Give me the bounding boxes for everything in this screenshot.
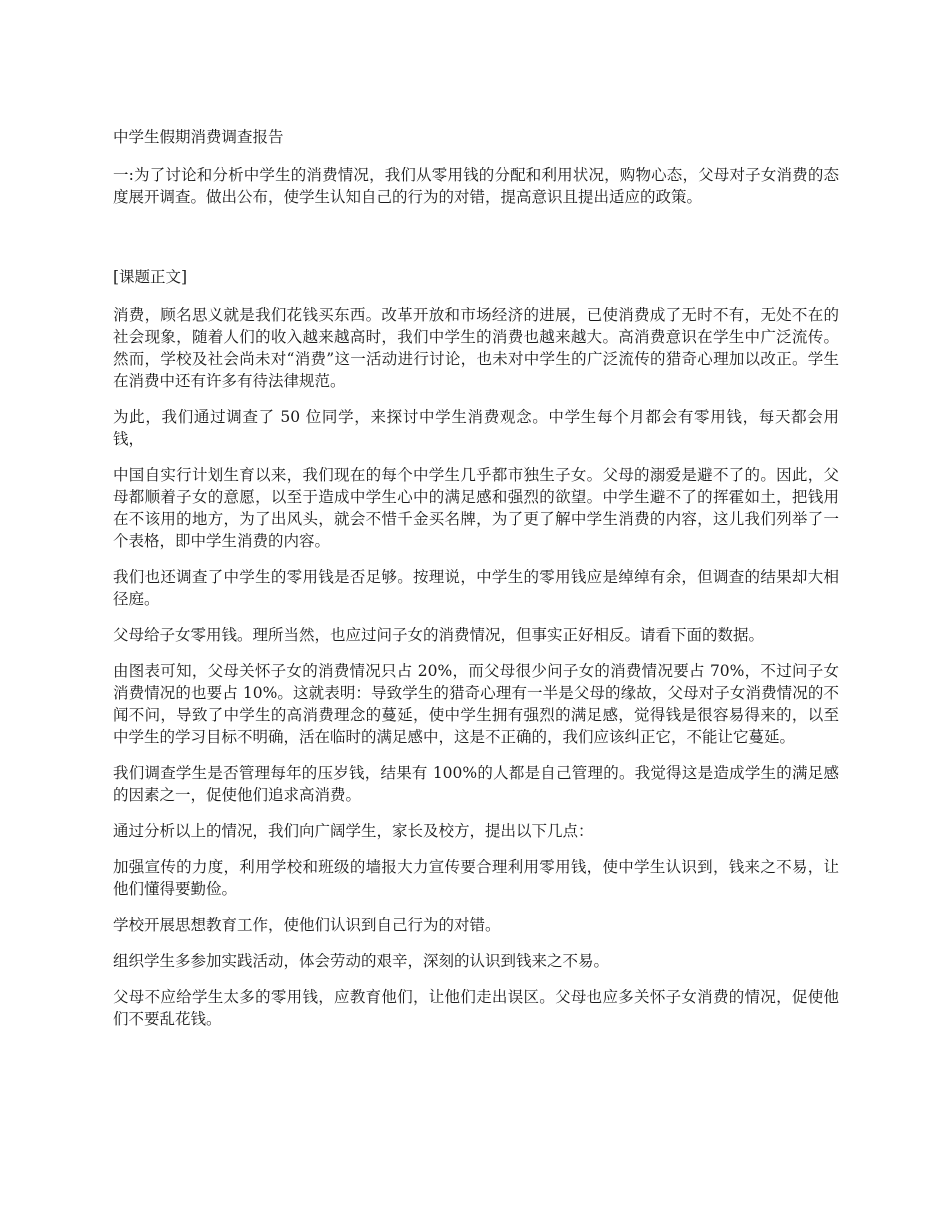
body-paragraph-new-year-money: 我们调查学生是否管理每年的压岁钱，结果有 100%的人都是自己管理的。我觉得这是造成学生的满足感的因素之一，促使他们追求高消费。 bbox=[113, 764, 839, 804]
body-paragraph-suggestion-publicity: 加强宣传的力度，利用学校和班级的墙报大力宣传要合理利用零用钱，使中学生认识到，钱来之不易，让他们懂得要勤俭。 bbox=[113, 858, 839, 898]
body-paragraph-parent-inquiry: 父母给子女零用钱。理所当然，也应过问子女的消费情况，但事实正好相反。请看下面的数据。 bbox=[113, 626, 765, 644]
body-paragraph-allowance-sufficiency: 我们也还调查了中学生的零用钱是否足够。按理说，中学生的零用钱应是绰绰有余，但调查的结果却大相径庭。 bbox=[113, 568, 839, 608]
body-paragraph-suggestion-education: 学校开展思想教育工作，使他们认识到自己行为的对错。 bbox=[113, 916, 501, 934]
section-label: [课题正文] bbox=[113, 268, 188, 286]
body-paragraph-suggestions-intro: 通过分析以上的情况，我们向广阔学生，家长及校方，提出以下几点： bbox=[113, 822, 594, 840]
body-paragraph-survey: 为此，我们通过调查了 50 位同学，来探讨中学生消费观念。中学生每个月都会有零用钱，每天都会用钱， bbox=[113, 408, 839, 448]
body-paragraph-consumption-definition: 消费，顾名思义就是我们花钱买东西。改革开放和市场经济的进展，已使消费成了无时不有，无处不在的社会现象，随着人们的收入越来越高时，我们中学生的消费也越来越大。高消费意识在学生中广泛流传。然而，学校及社会尚未对“消费”这一活动进行讨论，也未对中学生的广泛流传的猎奇心理加以改正。学生在消费中还有许多有待法律规范。 bbox=[113, 306, 839, 390]
body-paragraph-suggestion-parents: 父母不应给学生太多的零用钱，应教育他们，让他们走出误区。父母也应多关怀子女消费的情况，促使他们不要乱花钱。 bbox=[113, 988, 839, 1028]
document-page bbox=[113, 126, 839, 1044]
body-paragraph-suggestion-practice: 组织学生多参加实践活动，体会劳动的艰辛，深刻的认识到钱来之不易。 bbox=[113, 952, 610, 970]
document-title: 中学生假期消费调查报告 bbox=[113, 128, 284, 146]
body-paragraph-chart-analysis: 由图表可知，父母关怀子女的消费情况只占 20%，而父母很少问子女的消费情况要占 70%，不过问子女消费情况的也要占 10%。这就表明：导致学生的猎奇心理有一半是父母的缘故，父母对子女消费情况的不闻不问，导致了中学生的高消费理念的蔓延，使中学生拥有强烈的满足感，觉得钱是很容易得来的，以至中学生的学习目标不明确，活在临时的满足感中，这是不正确的，我们应该纠正它，不能让它蔓延。 bbox=[113, 662, 839, 746]
body-paragraph-only-child: 中国自实行计划生育以来，我们现在的每个中学生几乎都市独生子女。父母的溺爱是避不了的。因此，父母都顺着子女的意愿，以至于造成中学生心中的满足感和强烈的欲望。中学生避不了的挥霍如土，把钱用在不该用的地方，为了出风头，就会不惜千金买名牌，为了更了解中学生消费的内容，这儿我们列举了一个表格，即中学生消费的内容。 bbox=[113, 466, 839, 550]
intro-paragraph: 一:为了讨论和分析中学生的消费情况，我们从零用钱的分配和利用状况，购物心态，父母对子女消费的态度展开调查。做出公布，使学生认知自己的行为的对错，提高意识且提出适应的政策。 bbox=[113, 166, 839, 206]
